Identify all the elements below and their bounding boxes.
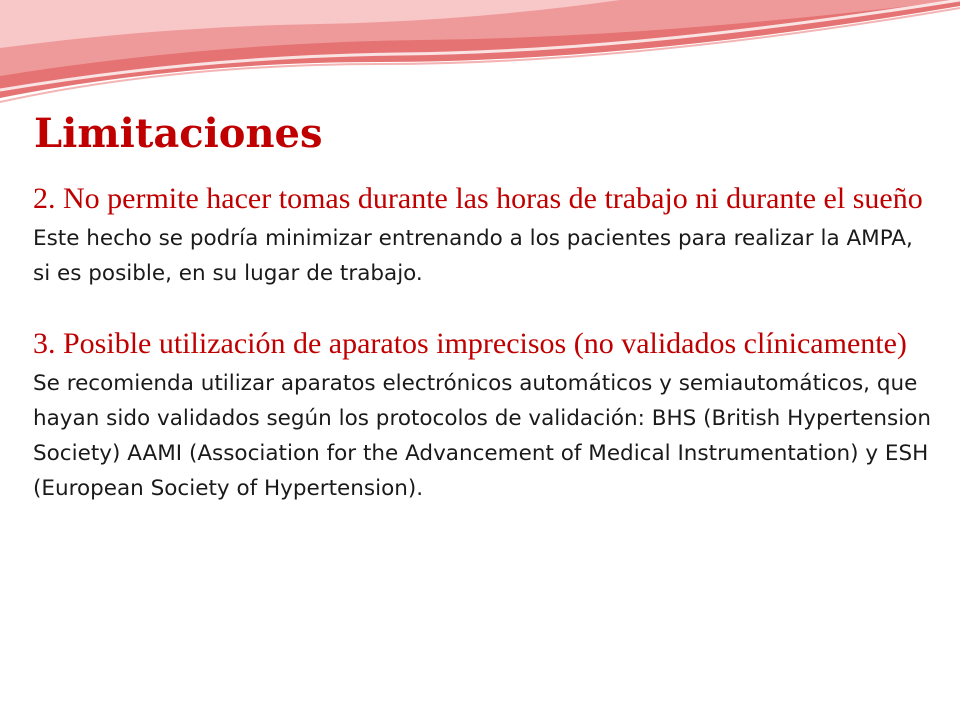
slide-content	[33, 180, 933, 507]
limitation-3-body: Se recomienda utilizar aparatos electrónicos automáticos y semiautomáticos, que hayan sido validados según los protocolos de validación: BHS (British Hypertension Society) AAMI (Association for the Advancement of Medical Instrumentation) y ESH (European Society of Hypertension).	[33, 371, 931, 501]
limitation-2-body: Este hecho se podría minimizar entrenando a los pacientes para realizar la AMPA, si es posible, en su lugar de trabajo.	[33, 226, 913, 287]
decorative-wave-banner	[0, 0, 960, 110]
slide-title: Limitaciones	[34, 110, 323, 157]
limitation-3-heading: 3. Posible utilización de aparatos imprecisos (no validados clínicamente)	[33, 327, 907, 361]
section-spacer	[33, 292, 933, 325]
limitation-2-heading: 2. No permite hacer tomas durante las horas de trabajo ni durante el sueño	[33, 182, 923, 215]
